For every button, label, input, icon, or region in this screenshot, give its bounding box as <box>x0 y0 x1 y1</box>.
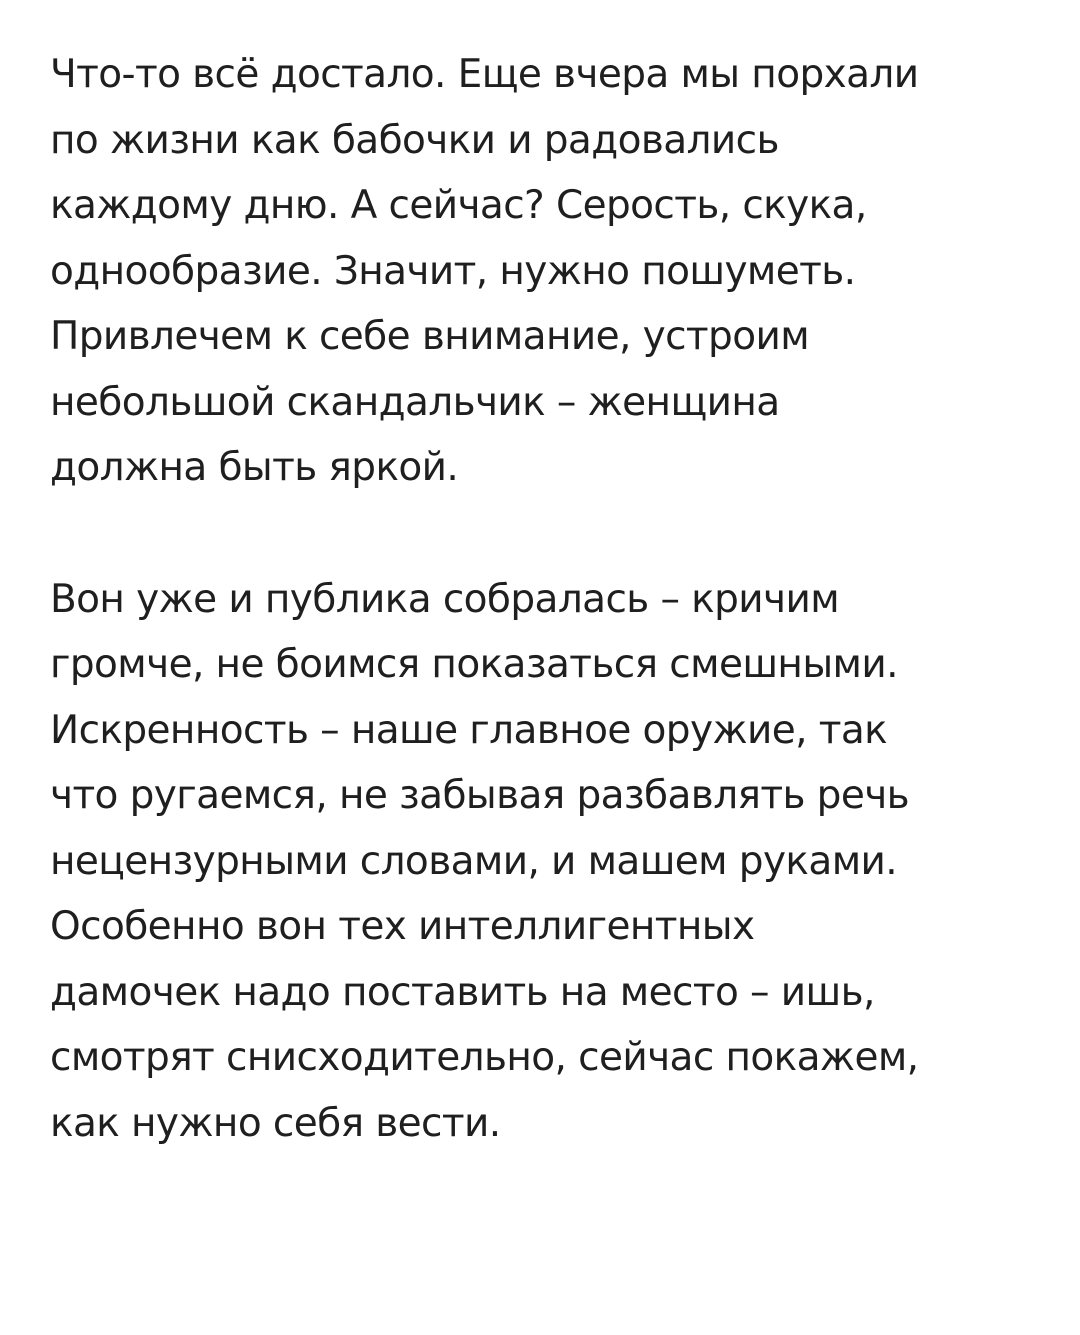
text-line: небольшой скандальчик – женщина <box>50 379 780 425</box>
text-line: что ругаемся, не забывая разбавлять речь <box>50 773 910 818</box>
text-line: Привлечем к себе внимание, устроим <box>50 314 810 359</box>
article-body <box>50 42 1040 1156</box>
text-line: Что-то всё достало. Еще вчера мы порхали <box>50 52 919 97</box>
text-line: нецензурными словами, и машем руками. <box>50 838 898 884</box>
text-line: каждому дню. А сейчас? Серость, скука, <box>50 183 867 228</box>
text-line: громче, не боимся показаться смешными. <box>50 642 898 687</box>
text-line: по жизни как бабочки и радовались <box>50 117 779 163</box>
text-line: Особенно вон тех интеллигентных <box>50 904 755 949</box>
paragraph-1 <box>50 42 1040 501</box>
text-line: как нужно себя вести. <box>50 1100 501 1146</box>
text-line: Вон уже и публика собралась – кричим <box>50 576 840 622</box>
text-line: должна быть яркой. <box>50 445 459 490</box>
text-line: Искренность – наше главное оружие, так <box>50 707 888 753</box>
paragraph-2 <box>50 567 1040 1157</box>
text-line: однообразие. Значит, нужно пошуметь. <box>50 248 856 294</box>
text-line: смотрят снисходительно, сейчас покажем, <box>50 1035 919 1080</box>
text-line: дамочек надо поставить на место – ишь, <box>50 969 875 1015</box>
